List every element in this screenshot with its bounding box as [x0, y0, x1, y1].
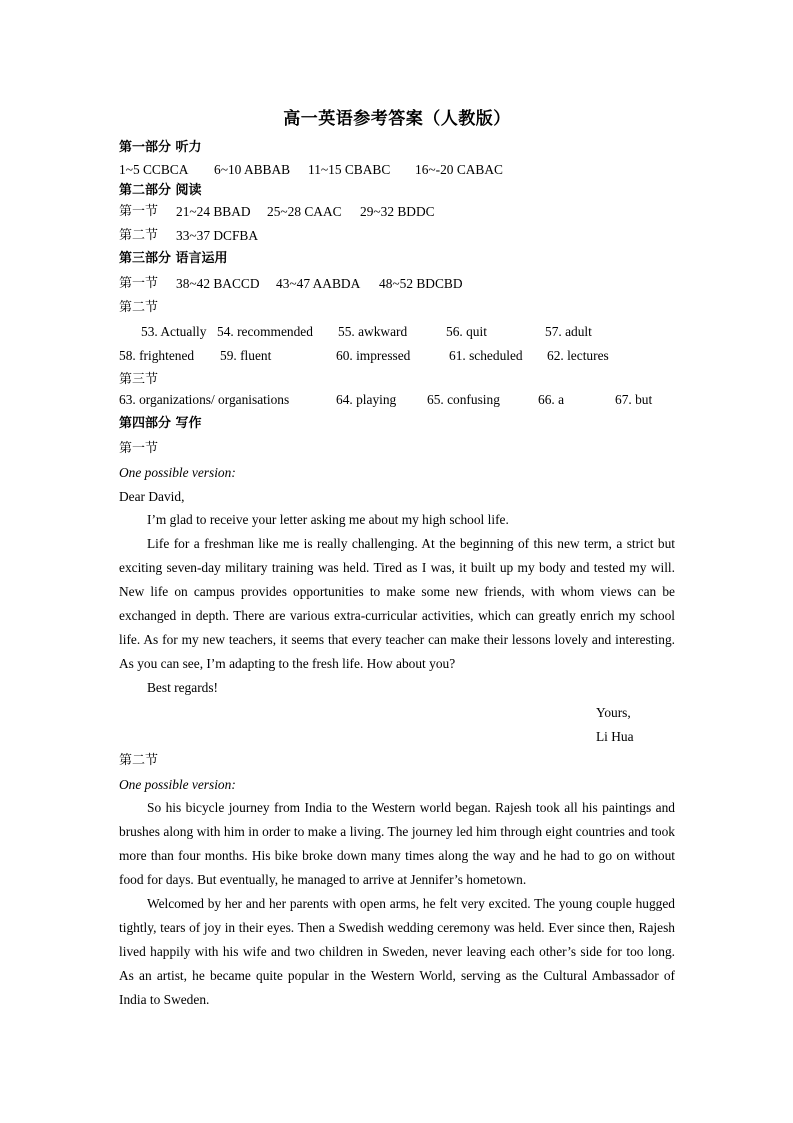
answer-item: 60. impressed [336, 348, 411, 363]
answer-item: 59. fluent [220, 348, 272, 363]
letter-paragraph: Best regards! [147, 680, 219, 695]
answer-group: 48~52 BDCBD [379, 276, 463, 291]
letter-paragraph: Life for a freshman like me is really challenging. At the beginning of this new term, a strict but exciting seven-day military training was held. Tired as I was, it built up my body and tested my will. New life on campus provides opportunities to make some new friends, with whom views can be exchanged in depth. There are various extra-curricular activities, which can greatly enrich my school life. As for my new teachers, it seems that every teacher can make their lessons lovely and interesting. As you can see, I’m adapting to the fresh life. How about you? [119, 536, 675, 671]
part3-heading: 第三部分 语言运用 [119, 251, 228, 266]
answer-item: 62. lectures [547, 348, 609, 363]
section-label: 第一节 [119, 204, 159, 219]
letter-greeting: Dear David, [119, 489, 185, 504]
section-label: 第二节 [119, 753, 159, 768]
part2-heading: 第二部分 阅读 [119, 183, 202, 198]
story-paragraph: Welcomed by her and her parents with open arms, he felt very excited. The young couple hugged tightly, tears of joy in their eyes. Then a Swedish wedding ceremony was held. Ever since then, Rajesh lived happily with his wife and two children in Sweden, never leaving each other’s side for too long. As an artist, he became quite popular in the Western World, serving as the Cultural Ambassador of India to Sweden. [119, 896, 675, 1007]
answer-group: 43~47 AABDA [276, 276, 361, 291]
section-label: 第一节 [119, 276, 159, 291]
answer-group: 33~37 DCFBA [176, 228, 259, 243]
answer-group: 16~-20 CABAC [415, 162, 503, 177]
section-label: 第一节 [119, 441, 159, 456]
version-note: One possible version: [119, 777, 236, 792]
answer-item: 57. adult [545, 324, 592, 339]
answer-item: 53. Actually [141, 324, 207, 339]
part4-heading: 第四部分 写作 [119, 416, 202, 431]
answer-item: 58. frightened [119, 348, 195, 363]
letter-closing: Yours, [596, 705, 631, 720]
answer-item: 66. a [538, 392, 565, 407]
page-title: 高一英语参考答案（人教版） [283, 109, 511, 129]
answer-group: 38~42 BACCD [176, 276, 260, 291]
section-label: 第二节 [119, 300, 159, 315]
letter-signature: Li Hua [596, 729, 634, 744]
story-paragraph: So his bicycle journey from India to the Western world began. Rajesh took all his paintings and brushes along with him in order to make a living. The journey led him through eight countries and took more than four months. His bike broke down many times along the way and he had to go on without food for days. But eventually, he managed to arrive at Jennifer’s hometown. [119, 800, 675, 887]
section-label: 第二节 [119, 228, 159, 243]
answer-item: 67. but [615, 392, 653, 407]
answer-item: 55. awkward [338, 324, 408, 339]
answer-item: 65. confusing [427, 392, 500, 407]
answer-item: 56. quit [446, 324, 487, 339]
answer-item: 61. scheduled [449, 348, 523, 363]
answer-item: 64. playing [336, 392, 397, 407]
answer-group: 21~24 BBAD [176, 204, 251, 219]
answer-group: 11~15 CBABC [308, 162, 391, 177]
version-note: One possible version: [119, 465, 236, 480]
section-label: 第三节 [119, 372, 159, 387]
answer-group: 29~32 BDDC [360, 204, 435, 219]
answer-group: 6~10 ABBAB [214, 162, 291, 177]
answer-item: 63. organizations/ organisations [119, 392, 290, 407]
part1-heading: 第一部分 听力 [119, 140, 202, 155]
answer-item: 54. recommended [217, 324, 313, 339]
answer-group: 1~5 CCBCA [119, 162, 189, 177]
letter-paragraph: I’m glad to receive your letter asking me about my high school life. [147, 512, 509, 527]
answer-group: 25~28 CAAC [267, 204, 342, 219]
